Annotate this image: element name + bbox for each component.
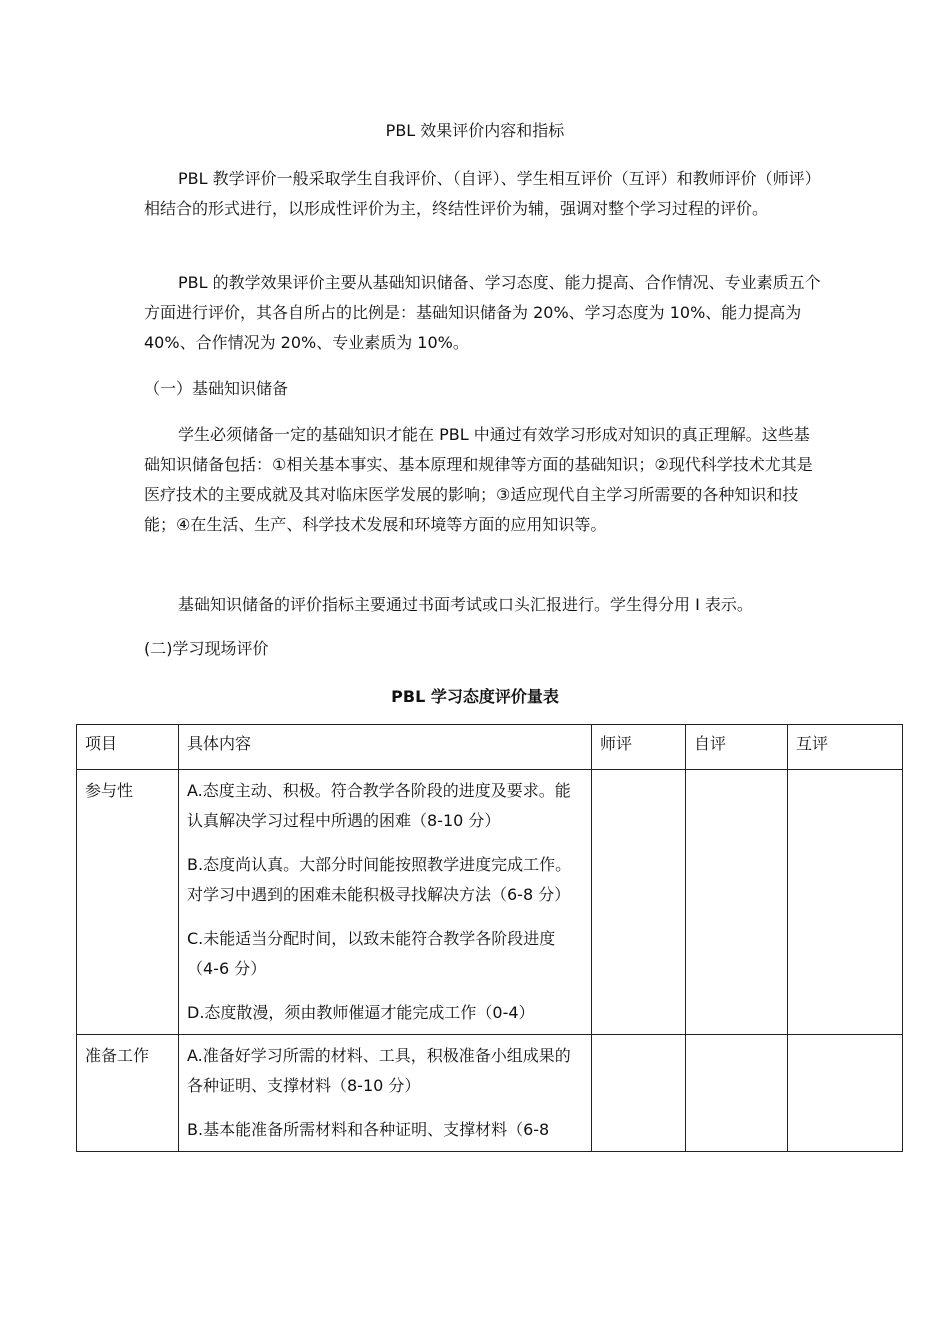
document-title: PBL 效果评价内容和指标 [385, 121, 565, 140]
paragraph-basic-knowledge: 学生必须储备一定的基础知识才能在 PBL 中通过有效学习形成对知识的真正理解。这些基础知识储备包括：①相关基本事实、基本原理和规律等方面的基础知识；②现代科学技术尤其是医疗技术的主要成就及其对临床医学发展的影响；③适应现代自主学习所需要的各种知识和技能；④在生活、生产、科学技术发展和环境等方面的应用知识等。 [144, 425, 813, 534]
criterion-option: B.基本能准备所需材料和各种证明、支撑材料（6-8 [187, 1120, 550, 1139]
row-content-cell [179, 1035, 592, 1152]
paragraph-evaluation-aspects: PBL 的教学效果评价主要从基础知识储备、学习态度、能力提高、合作情况、专业素质五个方面进行评价，其各自所占的比例是：基础知识储备为 20%、学习态度为 10%、能力提高为 40%、合作情况为 20%、专业素质为 10%。 [144, 273, 821, 352]
criterion-option: D.态度散漫，须由教师催逼才能完成工作（0-4） [187, 1003, 535, 1022]
attitude-evaluation-table [76, 724, 903, 1152]
row-item-label: 参与性 [77, 770, 179, 1035]
criterion-option: B.态度尚认真。大部分时间能按照教学进度完成工作。对学习中遇到的困难未能积极寻找解决方法（6-8 分） [187, 855, 572, 904]
paragraph-evaluation-method: PBL 教学评价一般采取学生自我评价、（自评）、学生相互评价（互评）和教师评价（师评）相结合的形式进行，以形成性评价为主，终结性评价为辅，强调对整个学习过程的评价。 [144, 169, 821, 218]
peer-score-cell [788, 770, 903, 1035]
teacher-score-cell [592, 1035, 686, 1152]
self-score-cell [686, 1035, 788, 1152]
column-header-content: 具体内容 [179, 725, 592, 770]
criterion-option: A.准备好学习所需的材料、工具，积极准备小组成果的各种证明、支撑材料（8-10 分） [187, 1046, 571, 1095]
row-item-label: 准备工作 [77, 1035, 179, 1152]
criterion-option: C.未能适当分配时间，以致未能符合教学各阶段进度（4-6 分） [187, 929, 556, 978]
table-title: PBL 学习态度评价量表 [391, 687, 559, 706]
column-header-item: 项目 [77, 725, 179, 770]
table-header-row [77, 725, 903, 770]
table-row-preparation [77, 1035, 903, 1152]
section-heading-basic-knowledge: （一）基础知识储备 [144, 379, 289, 398]
column-header-teacher-score: 师评 [592, 725, 686, 770]
row-content-cell [179, 770, 592, 1035]
table-row-participation [77, 770, 903, 1035]
section-heading-field-evaluation: (二)学习现场评价 [144, 639, 269, 658]
column-header-peer-score: 互评 [788, 725, 903, 770]
teacher-score-cell [592, 770, 686, 1035]
column-header-self-score: 自评 [686, 725, 788, 770]
paragraph-knowledge-indicator: 基础知识储备的评价指标主要通过书面考试或口头汇报进行。学生得分用 I 表示。 [178, 595, 753, 614]
criterion-option: A.态度主动、积极。符合教学各阶段的进度及要求。能认真解决学习过程中所遇的困难（8-10 分） [187, 781, 571, 830]
self-score-cell [686, 770, 788, 1035]
peer-score-cell [788, 1035, 903, 1152]
